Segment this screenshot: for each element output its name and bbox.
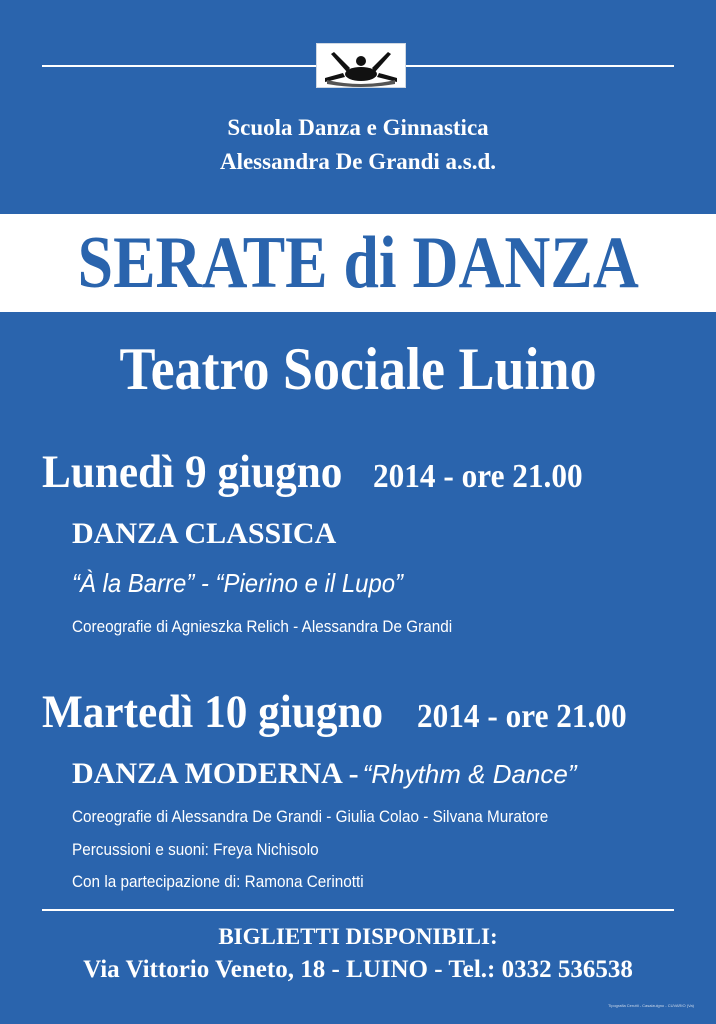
evening1-pieces-text: “À la Barre” - “Pierino e il Lupo” (72, 568, 404, 598)
evening2-day: Martedì 10 giugno (42, 686, 384, 738)
evening1-choreography (72, 615, 494, 639)
evening2-date (42, 680, 645, 755)
venue-title (0, 330, 716, 408)
evening2-percussion (72, 838, 346, 862)
event-title-text: SERATE di DANZA (77, 222, 639, 304)
bottom-divider (42, 909, 674, 911)
printer-note: Tipografia Cerutti - Casalzuigno - CUVARIO (Va) (608, 1003, 694, 1008)
tickets-address: Via Vittorio Veneto, 18 - LUINO - Tel.: 0332 536538 (83, 956, 633, 983)
evening2-piece: “Rhythm & Dance” (362, 759, 577, 789)
evening2-participation-text: Con la partecipazione di: Ramona Cerinotti (72, 872, 364, 891)
venue-title-text: Teatro Sociale Luino (119, 336, 597, 402)
evening2-choreography-text: Coreografie di Alessandra De Grandi - Giulia Colao - Silvana Muratore (72, 807, 549, 826)
school-name-line2: Alessandra De Grandi a.s.d. (219, 149, 497, 174)
evening1-genre: DANZA CLASSICA (72, 517, 337, 550)
evening1-pieces (72, 565, 432, 601)
event-title (0, 214, 716, 312)
school-name-line1: Scuola Danza e Ginnastica (227, 115, 489, 140)
evening1-choreography-text: Coreografie di Agnieszka Relich - Alessandra De Grandi (72, 617, 453, 636)
evening2-percussion-text: Percussioni e suoni: Freya Nichisolo (72, 840, 319, 859)
evening1-day: Lunedì 9 giugno (42, 446, 343, 498)
evening2-time: 2014 - ore 21.00 (416, 698, 627, 735)
evening2-genre: DANZA MODERNA - (72, 757, 359, 790)
evening2-genre-line (72, 754, 577, 799)
logo (316, 43, 406, 88)
dancer-logo-icon (317, 44, 405, 87)
tickets-heading: BIGLIETTI DISPONIBILI: (218, 924, 498, 949)
evening1-date (42, 440, 600, 515)
evening2-choreography (72, 805, 601, 829)
evening1-time: 2014 - ore 21.00 (372, 458, 583, 495)
evening2-participation (72, 870, 396, 894)
